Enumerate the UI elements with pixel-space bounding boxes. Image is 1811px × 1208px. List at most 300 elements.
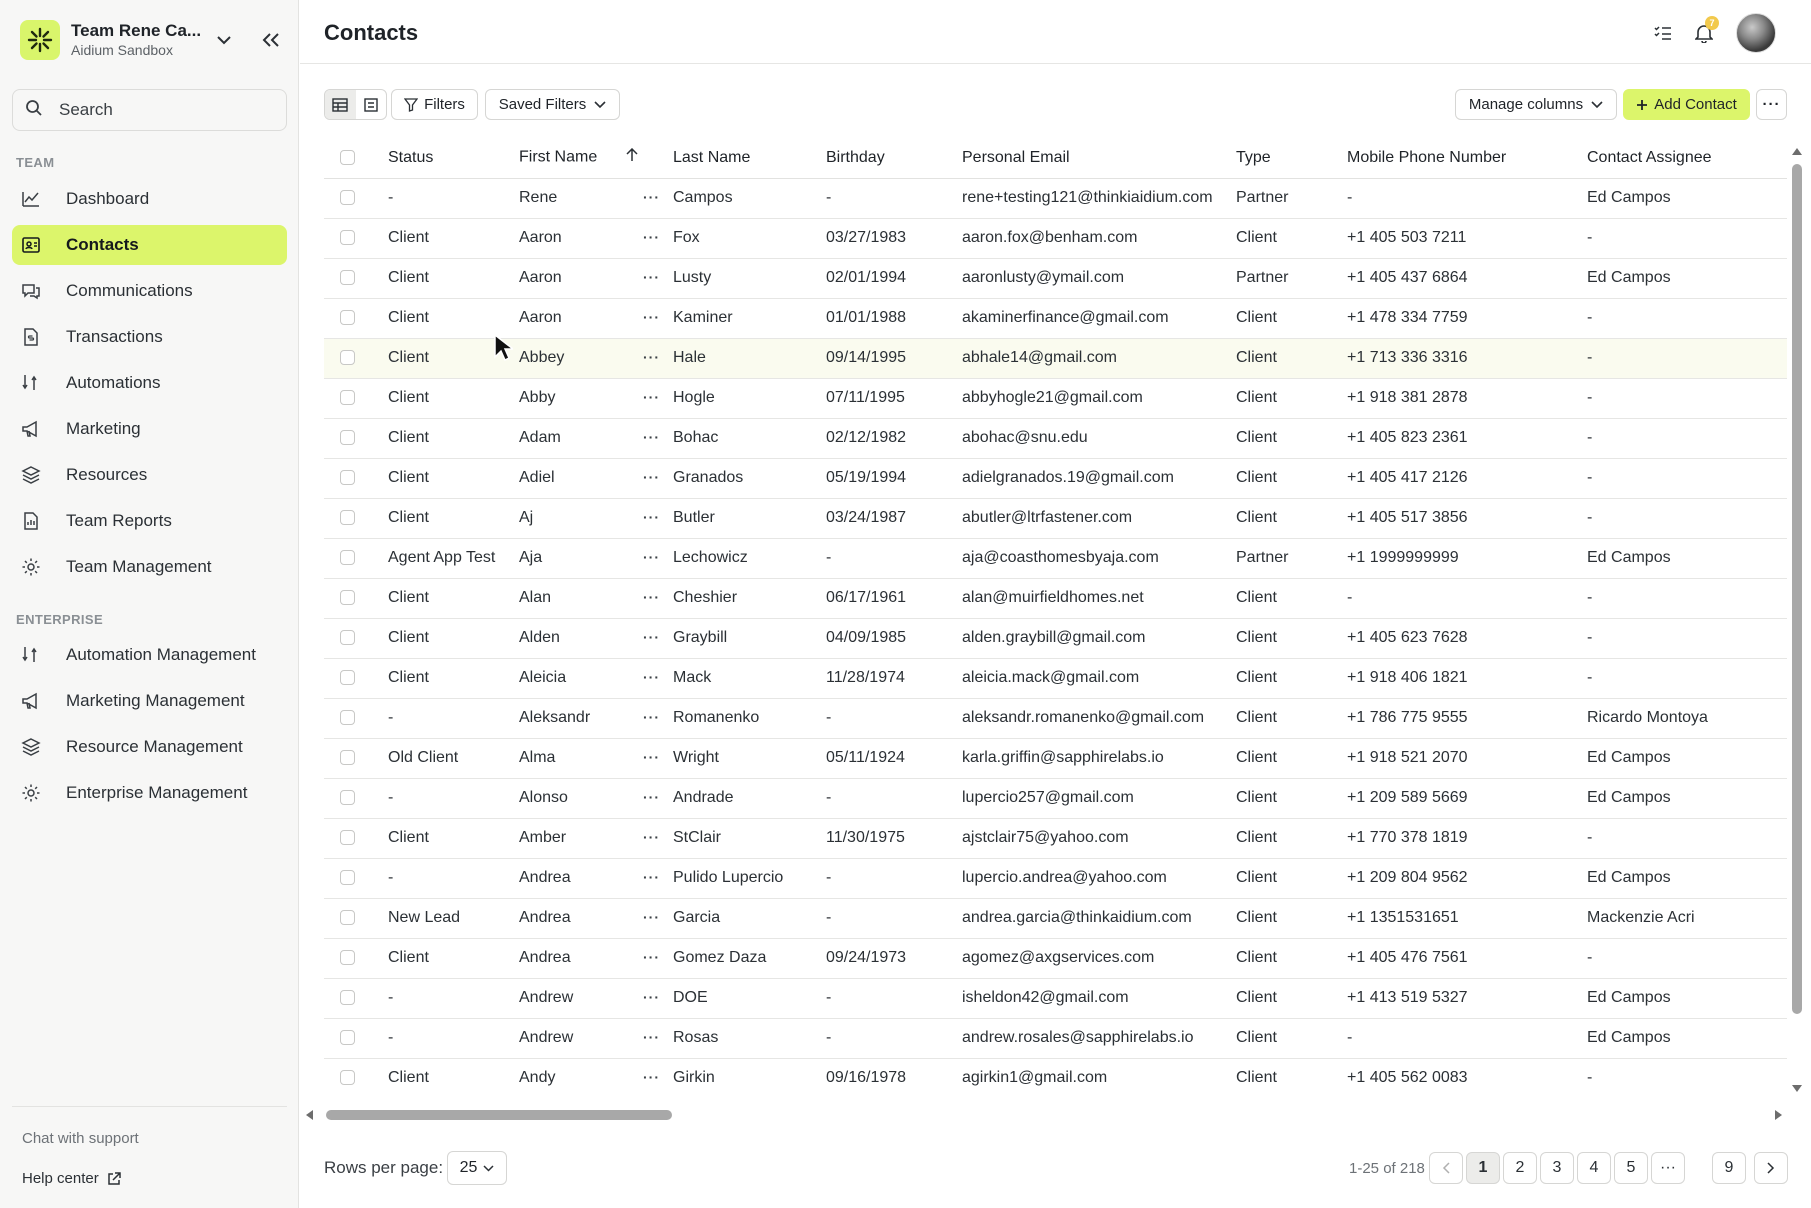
help-center-link[interactable] [22,1170,121,1187]
birthday-cell: - [826,978,962,1018]
row-checkbox[interactable] [340,550,355,565]
prev-page-button[interactable] [1429,1152,1463,1184]
last-name-cell: Butler [673,498,826,538]
birthday-cell: 09/24/1973 [826,938,962,978]
birthday-cell: 11/28/1974 [826,658,962,698]
rows-per-page-value: 25 [459,1159,478,1176]
megaphone-icon [21,419,41,439]
assignee-cell: - [1587,378,1787,418]
column-header-type[interactable]: Type [1236,138,1347,178]
first-name-cell: Andrew [519,978,643,1018]
automation-icon [21,645,41,665]
type-cell: Client [1236,298,1347,338]
first-name-cell: Abbey [519,338,643,378]
status-cell: New Lead [388,898,519,938]
first-name-cell: Aleksandr [519,698,643,738]
page-button[interactable]: 2 [1503,1152,1537,1184]
chevron-down-icon [1591,101,1603,109]
assignee-cell: - [1587,298,1787,338]
rows-per-page-label: Rows per page: [324,1158,444,1177]
first-name-cell: Abby [519,378,643,418]
birthday-cell: - [826,538,962,578]
layers-icon [21,465,41,485]
table-row[interactable] [324,378,1787,418]
birthday-cell: - [826,1018,962,1058]
last-name-cell: Granados [673,458,826,498]
layers-icon [21,737,41,757]
phone-cell: +1 918 406 1821 [1347,658,1587,698]
phone-cell: +1 405 437 6864 [1347,258,1587,298]
last-name-cell: Garcia [673,898,826,938]
email-cell: aaronlusty@ymail.com [962,258,1236,298]
external-link-icon [107,1172,121,1186]
type-cell: Client [1236,498,1347,538]
sidebar-item-automations[interactable] [12,363,287,403]
horizontal-scrollbar[interactable] [304,1108,1784,1122]
email-cell: karla.griffin@sapphirelabs.io [962,738,1236,778]
sidebar-item-label: Automation Management [66,645,256,664]
type-cell: Client [1236,218,1347,258]
phone-cell: - [1347,1018,1587,1058]
last-name-cell: Wright [673,738,826,778]
status-cell: Client [388,378,519,418]
row-actions-icon[interactable]: ··· [643,749,660,765]
table-row[interactable] [324,578,1787,618]
table-row[interactable] [324,698,1787,738]
row-actions-icon[interactable]: ··· [643,909,660,925]
row-checkbox[interactable] [340,230,355,245]
first-name-cell: Adam [519,418,643,458]
last-name-cell: Bohac [673,418,826,458]
row-actions-icon[interactable]: ··· [643,1069,660,1085]
last-name-cell: Kaminer [673,298,826,338]
email-cell: rene+testing121@thinkiaidium.com [962,178,1236,218]
phone-cell: +1 1999999999 [1347,538,1587,578]
assignee-cell: Ed Campos [1587,538,1787,578]
collapse-sidebar-icon[interactable] [258,27,284,53]
row-checkbox[interactable] [340,950,355,965]
row-checkbox[interactable] [340,870,355,885]
assignee-cell: - [1587,1058,1787,1098]
first-name-cell: Rene [519,178,643,218]
row-actions-icon[interactable]: ··· [643,869,660,885]
status-cell: Old Client [388,738,519,778]
filters-button[interactable] [391,89,478,120]
row-actions-icon[interactable]: ··· [643,469,660,485]
birthday-cell: - [826,178,962,218]
status-cell: Client [388,298,519,338]
rows-per-page-select[interactable] [447,1151,507,1185]
row-actions-icon[interactable]: ··· [643,669,660,685]
phone-cell: +1 405 517 3856 [1347,498,1587,538]
table-row[interactable] [324,458,1787,498]
last-name-cell: Hale [673,338,826,378]
sidebar-item-label: Team Reports [66,511,172,530]
assignee-cell: - [1587,218,1787,258]
status-cell: Agent App Test [388,538,519,578]
status-cell: Client [388,618,519,658]
birthday-cell: - [826,898,962,938]
row-actions-icon[interactable]: ··· [643,629,660,645]
birthday-cell: 05/11/1924 [826,738,962,778]
email-cell: aleicia.mack@gmail.com [962,658,1236,698]
phone-cell: +1 405 562 0083 [1347,1058,1587,1098]
sidebar-item-label: Resource Management [66,737,243,756]
manage-columns-button[interactable] [1455,89,1617,120]
row-checkbox[interactable] [340,1030,355,1045]
last-name-cell: StClair [673,818,826,858]
avatar[interactable] [1736,13,1776,53]
last-name-cell: Campos [673,178,826,218]
row-actions-icon[interactable]: ··· [643,509,660,525]
first-name-cell: Andy [519,1058,643,1098]
row-checkbox[interactable] [340,350,355,365]
team-logo [20,20,60,60]
table-row[interactable] [324,1058,1787,1098]
type-cell: Client [1236,1018,1347,1058]
row-actions-icon[interactable]: ··· [643,709,660,725]
automation-icon [21,373,41,393]
sidebar-item-resource-management[interactable] [12,727,287,767]
sort-ascending-icon[interactable] [626,148,638,167]
phone-cell: +1 770 378 1819 [1347,818,1587,858]
birthday-cell: 09/14/1995 [826,338,962,378]
row-checkbox[interactable] [340,830,355,845]
birthday-cell: 11/30/1975 [826,818,962,858]
section-label-team: TEAM [16,155,55,170]
column-header-first-name-label: First Name [519,148,598,166]
row-checkbox[interactable] [340,670,355,685]
email-cell: adielgranados.19@gmail.com [962,458,1236,498]
email-cell: akaminerfinance@gmail.com [962,298,1236,338]
page-button[interactable]: 3 [1540,1152,1574,1184]
row-checkbox[interactable] [340,270,355,285]
assignee-cell: - [1587,418,1787,458]
page-button[interactable]: 1 [1466,1152,1500,1184]
row-checkbox[interactable] [340,630,355,645]
status-cell: Client [388,418,519,458]
row-actions-icon[interactable]: ··· [643,229,660,245]
status-cell: - [388,1018,519,1058]
phone-cell: +1 209 804 9562 [1347,858,1587,898]
sidebar-item-team-reports[interactable] [12,501,287,541]
saved-filters-label: Saved Filters [498,96,587,113]
table-row[interactable] [324,258,1787,298]
birthday-cell: 02/01/1994 [826,258,962,298]
table-row[interactable] [324,618,1787,658]
section-label-enterprise: ENTERPRISE [16,612,104,627]
type-cell: Client [1236,1058,1347,1098]
megaphone-icon [21,691,41,711]
column-header-mobile-phone[interactable]: Mobile Phone Number [1347,138,1587,178]
last-name-cell: Rosas [673,1018,826,1058]
sidebar-item-dashboard[interactable] [12,179,287,219]
phone-cell: +1 786 775 9555 [1347,698,1587,738]
row-actions-icon[interactable]: ··· [643,949,660,965]
chevron-down-icon[interactable] [213,29,235,51]
select-all-checkbox[interactable] [340,150,355,165]
phone-cell: +1 413 519 5327 [1347,978,1587,1018]
status-cell: Client [388,1058,519,1098]
sidebar-item-label: Automations [66,373,161,392]
row-checkbox[interactable] [340,1070,355,1085]
row-actions-icon[interactable]: ··· [643,1029,660,1045]
assignee-cell: Mackenzie Acri [1587,898,1787,938]
type-cell: Client [1236,338,1347,378]
table-row[interactable] [324,818,1787,858]
sidebar-item-marketing-management[interactable] [12,681,287,721]
assignee-cell: - [1587,658,1787,698]
row-actions-icon[interactable]: ··· [643,549,660,565]
vertical-scrollbar[interactable] [1790,146,1804,1094]
first-name-cell: Adiel [519,458,643,498]
row-actions-icon[interactable]: ··· [643,429,660,445]
phone-cell: - [1347,578,1587,618]
page-button[interactable]: 5 [1614,1152,1648,1184]
table-row[interactable] [324,778,1787,818]
row-actions-icon[interactable]: ··· [643,309,660,325]
first-name-cell: Alma [519,738,643,778]
sidebar-item-transactions[interactable] [12,317,287,357]
birthday-cell: 01/01/1988 [826,298,962,338]
row-checkbox[interactable] [340,710,355,725]
row-checkbox[interactable] [340,590,355,605]
type-cell: Client [1236,578,1347,618]
phone-cell: +1 478 334 7759 [1347,298,1587,338]
first-name-cell: Aleicia [519,658,643,698]
sidebar-item-label: Communications [66,281,193,300]
email-cell: andrew.rosales@sapphirelabs.io [962,1018,1236,1058]
sidebar-item-label: Team Management [66,557,212,576]
next-page-button[interactable] [1754,1152,1788,1184]
sidebar [0,0,299,1208]
status-cell: Client [388,818,519,858]
phone-cell: +1 405 417 2126 [1347,458,1587,498]
search-box[interactable] [12,89,287,131]
first-name-cell: Aaron [519,258,643,298]
first-name-cell: Aaron [519,298,643,338]
column-header-personal-email[interactable]: Personal Email [962,138,1236,178]
column-header-status[interactable]: Status [388,138,519,178]
last-name-cell: DOE [673,978,826,1018]
page-button[interactable]: 9 [1712,1152,1746,1184]
row-actions-icon[interactable]: ··· [643,269,660,285]
row-checkbox[interactable] [340,190,355,205]
type-cell: Client [1236,898,1347,938]
table-row[interactable] [324,498,1787,538]
status-cell: - [388,858,519,898]
row-checkbox[interactable] [340,430,355,445]
assignee-cell: - [1587,338,1787,378]
email-cell: agomez@axgservices.com [962,938,1236,978]
chat-support-label: Chat with support [22,1130,139,1147]
sidebar-item-automation-management[interactable] [12,635,287,675]
email-cell: abhale14@gmail.com [962,338,1236,378]
table-header-row [324,138,1787,178]
first-name-cell: Andrea [519,898,643,938]
manage-columns-label: Manage columns [1468,96,1584,113]
phone-cell: +1 405 476 7561 [1347,938,1587,978]
last-name-cell: Mack [673,658,826,698]
status-cell: Client [388,218,519,258]
column-header-first-name[interactable] [519,138,643,178]
table-row[interactable] [324,738,1787,778]
row-actions-icon[interactable]: ··· [643,389,660,405]
search-input[interactable] [59,100,259,120]
chat-support-link[interactable] [22,1130,139,1147]
more-options-button[interactable] [1756,89,1787,120]
saved-filters-button[interactable] [485,89,620,120]
table-row[interactable] [324,978,1787,1018]
table-row[interactable] [324,538,1787,578]
notification-badge: 7 [1705,16,1719,30]
status-cell: Client [388,578,519,618]
type-cell: Client [1236,818,1347,858]
team-name: Team Rene Ca... [71,21,202,40]
email-cell: aja@coasthomesbyaja.com [962,538,1236,578]
card-view-icon[interactable] [356,90,387,119]
column-header-last-name[interactable]: Last Name [673,138,826,178]
last-name-cell: Girkin [673,1058,826,1098]
document-dollar-icon [21,327,41,347]
assignee-cell: - [1587,458,1787,498]
task-list-icon[interactable] [1650,20,1676,46]
sidebar-divider [12,1106,287,1107]
email-cell: andrea.garcia@thinkaidium.com [962,898,1236,938]
phone-cell: +1 405 623 7628 [1347,618,1587,658]
gear-icon [21,783,41,803]
row-checkbox[interactable] [340,990,355,1005]
assignee-cell: Ed Campos [1587,978,1787,1018]
type-cell: Client [1236,938,1347,978]
row-checkbox[interactable] [340,390,355,405]
type-cell: Client [1236,618,1347,658]
phone-cell: +1 405 503 7211 [1347,218,1587,258]
row-actions-icon[interactable]: ··· [643,829,660,845]
type-cell: Client [1236,978,1347,1018]
table-row[interactable] [324,938,1787,978]
first-name-cell: Andrea [519,858,643,898]
sidebar-item-label: Marketing [66,419,141,438]
horizontal-scroll-thumb[interactable] [326,1110,672,1120]
page-ellipsis[interactable]: ··· [1651,1152,1685,1184]
bell-icon[interactable] [1691,20,1717,46]
sidebar-item-marketing[interactable] [12,409,287,449]
assignee-cell: Ed Campos [1587,178,1787,218]
row-actions-icon[interactable]: ··· [643,789,660,805]
status-cell: Client [388,258,519,298]
email-cell: agirkin1@gmail.com [962,1058,1236,1098]
phone-cell: +1 713 336 3316 [1347,338,1587,378]
status-cell: - [388,698,519,738]
row-actions-icon[interactable]: ··· [643,349,660,365]
birthday-cell: - [826,698,962,738]
sidebar-item-label: Transactions [66,327,163,346]
row-checkbox[interactable] [340,750,355,765]
email-cell: ajstclair75@yahoo.com [962,818,1236,858]
row-actions-icon[interactable]: ··· [643,189,660,205]
column-header-contact-assignee[interactable]: Contact Assignee [1587,138,1787,178]
filter-icon [404,98,418,112]
table-row[interactable] [324,658,1787,698]
filters-label: Filters [424,96,465,113]
sidebar-item-team-management[interactable] [12,547,287,587]
sidebar-item-enterprise-management[interactable] [12,773,287,813]
email-cell: aaron.fox@benham.com [962,218,1236,258]
vertical-scroll-thumb[interactable] [1792,164,1802,1014]
sidebar-item-label: Marketing Management [66,691,245,710]
table-row[interactable] [324,218,1787,258]
view-toggle[interactable] [324,89,387,120]
last-name-cell: Fox [673,218,826,258]
birthday-cell: 02/12/1982 [826,418,962,458]
birthday-cell: 03/24/1987 [826,498,962,538]
chevron-left-icon [1442,1162,1450,1174]
assignee-cell: Ed Campos [1587,1018,1787,1058]
last-name-cell: Andrade [673,778,826,818]
last-name-cell: Lechowicz [673,538,826,578]
row-actions-icon[interactable]: ··· [643,589,660,605]
team-switcher[interactable] [20,18,290,62]
report-icon [21,511,41,531]
page-button[interactable]: 4 [1577,1152,1611,1184]
search-icon [25,99,43,122]
type-cell: Client [1236,858,1347,898]
column-header-birthday[interactable]: Birthday [826,138,962,178]
phone-cell: - [1347,178,1587,218]
row-checkbox[interactable] [340,470,355,485]
row-checkbox[interactable] [340,910,355,925]
last-name-cell: Romanenko [673,698,826,738]
email-cell: aleksandr.romanenko@gmail.com [962,698,1236,738]
sidebar-item-label: Resources [66,465,148,484]
status-cell: - [388,978,519,1018]
row-checkbox[interactable] [340,790,355,805]
phone-cell: +1 918 521 2070 [1347,738,1587,778]
first-name-cell: Alden [519,618,643,658]
row-checkbox[interactable] [340,310,355,325]
add-contact-button[interactable] [1623,89,1750,120]
email-cell: abohac@snu.edu [962,418,1236,458]
table-row[interactable] [324,298,1787,338]
birthday-cell: - [826,858,962,898]
chevron-down-icon [483,1165,494,1172]
table-row[interactable] [324,418,1787,458]
table-row[interactable] [324,338,1787,378]
table-row[interactable] [324,178,1787,218]
email-cell: isheldon42@gmail.com [962,978,1236,1018]
sidebar-item-resources[interactable] [12,455,287,495]
type-cell: Client [1236,738,1347,778]
sidebar-item-contacts[interactable] [12,225,287,265]
first-name-cell: Alan [519,578,643,618]
birthday-cell: 04/09/1985 [826,618,962,658]
sidebar-item-communications[interactable] [12,271,287,311]
table-row[interactable] [324,858,1787,898]
email-cell: abbyhogle21@gmail.com [962,378,1236,418]
table-row[interactable] [324,1018,1787,1058]
table-row[interactable] [324,898,1787,938]
status-cell: - [388,778,519,818]
table-view-icon[interactable] [325,90,356,119]
last-name-cell: Cheshier [673,578,826,618]
phone-cell: +1 209 589 5669 [1347,778,1587,818]
row-checkbox[interactable] [340,510,355,525]
first-name-cell: Alonso [519,778,643,818]
assignee-cell: - [1587,498,1787,538]
birthday-cell: - [826,778,962,818]
row-actions-icon[interactable]: ··· [643,989,660,1005]
